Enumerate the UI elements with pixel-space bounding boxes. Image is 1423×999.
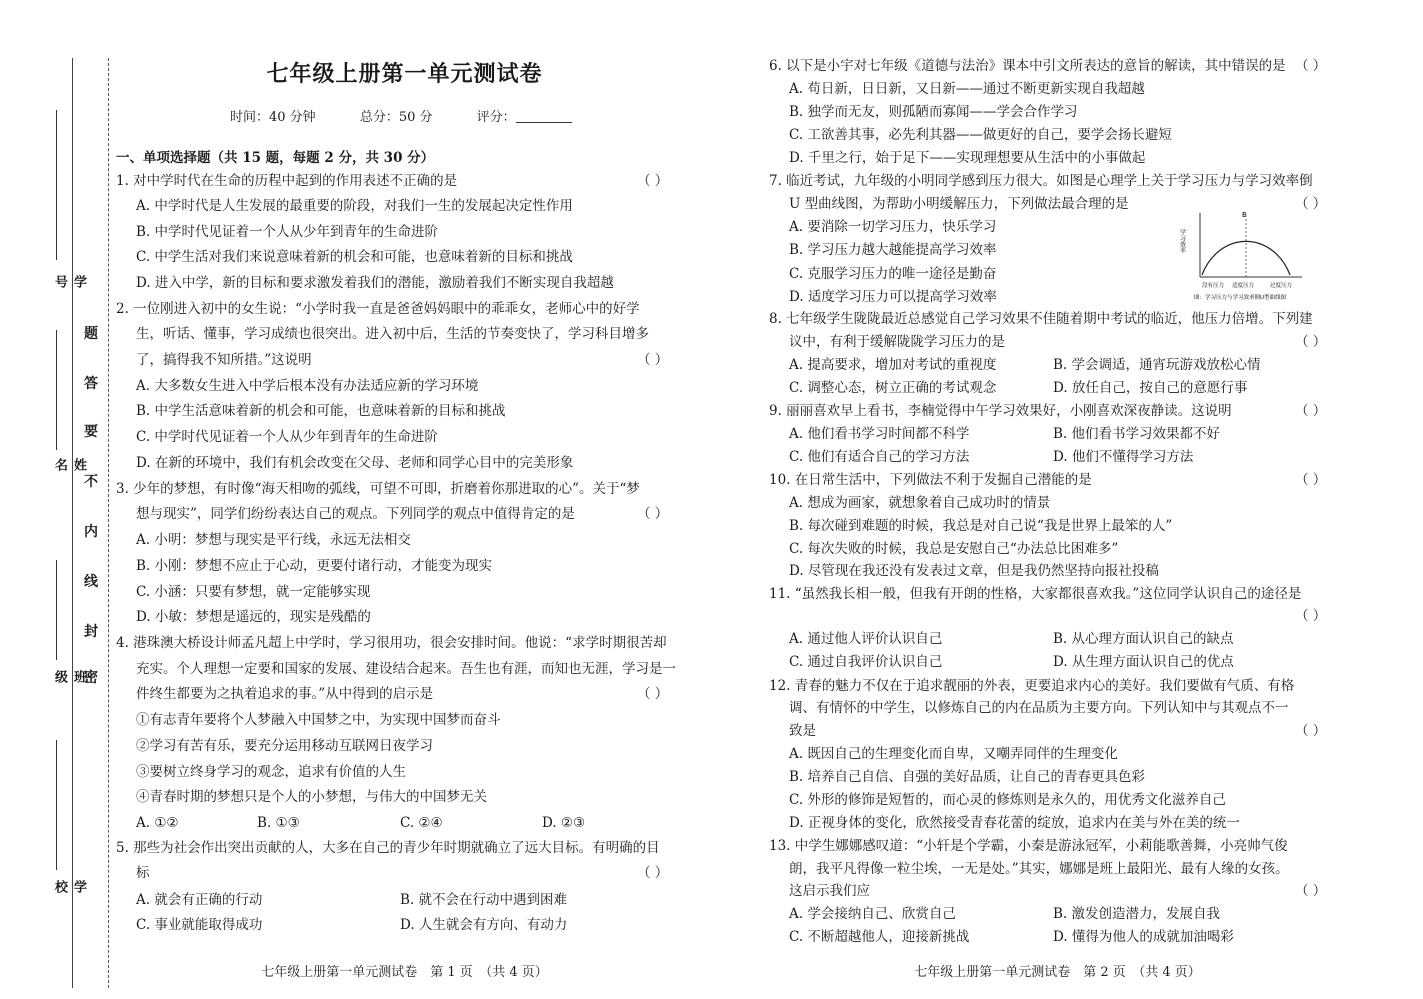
question-line: A. 想成为画家，就想象着自己成功时的情景: [789, 495, 1051, 511]
question-line: C. 每次失败的时候，我总是安慰自己“办法总比困难多”: [789, 541, 1119, 557]
option: D. 他们不懂得学习方法: [1053, 449, 1194, 465]
option: C. 他们有适合自己的学习方法: [789, 449, 970, 465]
question-line: 11. “虽然我长相一般，但我有开朗的性格，大家都很喜欢我。”这位同学认识自己的途径是: [769, 586, 1302, 602]
question-line: C. 克服学习压力的唯一途径是勤奋: [789, 266, 997, 282]
option: B. ①③: [257, 815, 300, 831]
question-line: C. 中学时代见证着一个人从少年到青年的生命进阶: [136, 429, 438, 445]
question-line: 生，听话、懂事，学习成绩也很突出。进入初中后，生活的节奏变快了，学习科目增多: [136, 326, 649, 342]
option: D. 从生理方面认识自己的优点: [1053, 654, 1234, 670]
question-line: U 型曲线图，为帮助小明缓解压力，下列做法最合理的是: [789, 196, 1129, 212]
option: C. 调整心态，树立正确的考试观念: [789, 380, 997, 396]
peak-label: B: [1242, 211, 1247, 219]
option: B. 激发创造潜力，发展自我: [1053, 906, 1221, 922]
question-line: B. 每次碰到难题的时候，我总是对自己说“我是世界上最笨的人”: [789, 518, 1173, 534]
stress-efficiency-chart: [1172, 207, 1307, 307]
option: A. 通过他人评价认识自己: [789, 631, 943, 647]
option: B. 从心理方面认识自己的缺点: [1053, 631, 1234, 647]
question-line: 想与现实”，同学们纷纷表达自己的观点。下列同学的观点中值得肯定的是: [136, 506, 575, 522]
x-tick-label: 没有压力: [1202, 283, 1225, 289]
question-line: 朗，我平凡得像一粒尘埃，一无是处。”其实，娜娜是班上最阳光、最有人缘的女孩。: [789, 861, 1289, 877]
question-line: ②学习有苦有乐，要充分运用移动互联网日夜学习: [136, 738, 433, 754]
question-line: B. 中学时代见证着一个人从少年到青年的生命进阶: [136, 224, 439, 240]
question-line: D. 小敏：梦想是遥远的，现实是残酷的: [136, 609, 371, 625]
option: D. ②③: [542, 815, 586, 831]
question-line: ③要树立终身学习的观念，追求有价值的人生: [136, 764, 406, 780]
question-line: ④青春时期的梦想只是个人的小梦想，与伟大的中国梦无关: [136, 789, 487, 805]
question-line: 10. 在日常生活中，下列做法不利于发掘自己潜能的是: [769, 472, 1092, 488]
seal-warning-char: 不: [84, 474, 98, 490]
question-line: 件终生都要为之执着追求的事。”从中得到的启示是: [136, 686, 434, 702]
question-line: A. 大多数女生进入中学后根本没有办法适应新的学习环境: [136, 378, 479, 394]
question-line: ①有志青年要将个人梦融入中国梦之中，为实现中国梦而奋斗: [136, 712, 501, 728]
question-line: 标: [136, 865, 150, 881]
question-line: C. 工欲善其事，必先利其器——做更好的自己，要学会扬长避短: [789, 127, 1172, 143]
question-line: A. 既因自己的生理变化而自卑，又嘲弄同伴的生理变化: [789, 746, 1118, 762]
question-line: 5. 那些为社会作出突出贡献的人，大多在自己的青少年时期就确立了远大目标。有明确的目: [116, 840, 660, 856]
option: B. 就不会在行动中遇到困难: [400, 892, 568, 908]
question-line: D. 在新的环境中，我们有机会改变在父母、老师和同学心目中的完美形象: [136, 455, 574, 471]
question-line: B. 小刚：梦想不应止于心动，更要付诸行动，才能变为现实: [136, 558, 493, 574]
section-heading: 一、单项选择题（共 15 题，每题 2 分，共 30 分）: [116, 150, 435, 166]
exam-title: 七年级上册第一单元测试卷: [266, 62, 543, 87]
answer-blank[interactable]: （ ）: [637, 506, 669, 522]
inverted-u-curve: [1202, 241, 1290, 275]
page-footer: 七年级上册第一单元测试卷 第 2 页 （共 4 页）: [914, 965, 1201, 980]
y-axis-label: 学习效率: [1178, 229, 1186, 253]
question-line: D. 正视身体的变化，欣然接受青春花蕾的绽放，追求内在美与外在美的统一: [789, 815, 1240, 831]
option: A. 提高要求，增加对考试的重视度: [789, 357, 997, 373]
question-line: C. 中学生活对我们来说意味着新的机会和可能，也意味着新的目标和挑战: [136, 249, 573, 265]
question-line: 6. 以下是小宇对七年级《道德与法治》课本中引文所表达的意旨的解读，其中错误的是: [769, 58, 1286, 74]
time-limit: 时间：40 分钟: [230, 110, 316, 125]
seal-warning-char: 密: [84, 670, 98, 686]
question-line: A. 中学时代是人生发展的最重要的阶段，对我们一生的发展起决定性作用: [136, 198, 573, 214]
answer-blank[interactable]: （ ）: [1295, 403, 1327, 419]
question-line: C. 外形的修饰是短暂的，而心灵的修炼则是永久的，用优秀文化滋养自己: [789, 792, 1226, 808]
option: D. 懂得为他人的成就加油喝彩: [1053, 929, 1234, 945]
question-line: 议中，有利于缓解陇陇学习压力的是: [789, 334, 1005, 350]
question-line: 致是: [789, 723, 816, 739]
binding-line: [72, 58, 73, 988]
option: C. ②④: [400, 815, 443, 831]
option: A. ①②: [136, 815, 179, 831]
answer-blank[interactable]: （ ）: [1295, 472, 1327, 488]
question-line: 1. 对中学时代在生命的历程中起到的作用表述不正确的是: [116, 173, 458, 189]
question-line: 这启示我们应: [789, 883, 870, 899]
question-line: 3. 少年的梦想，有时像“海天相吻的弧线，可望不可即，折磨着你那进取的心”。关于“梦: [116, 481, 640, 497]
x-tick-label: 适度压力: [1232, 283, 1255, 289]
x-tick-label: 过度压力: [1270, 283, 1293, 289]
option: A. 就会有正确的行动: [136, 892, 263, 908]
answer-blank[interactable]: （ ）: [637, 352, 669, 368]
answer-blank[interactable]: （ ）: [637, 865, 669, 881]
answer-blank[interactable]: （ ）: [1295, 883, 1327, 899]
total-score: 总分：50 分: [359, 110, 433, 125]
chart-caption: 图：学习压力与学习效率倒U型曲线图: [1194, 295, 1287, 301]
question-line: 13. 中学生娜娜感叹道：“小轩是个学霸，小秦是游泳冠军，小莉能歌善舞，小亮帅气俊: [769, 838, 1288, 854]
answer-blank[interactable]: （ ）: [637, 173, 669, 189]
option: D. 人生就会有方向、有动力: [400, 917, 568, 933]
question-line: 充实。个人理想一定要和国家的发展、建设结合起来。吾生也有涯，而知也无涯，学习是一: [136, 661, 676, 677]
question-line: B. 学习压力越大越能提高学习效率: [789, 242, 997, 258]
question-line: 8. 七年级学生陇陇最近总感觉自己学习效果不佳随着期中考试的临近，他压力倍增。下列建: [769, 311, 1313, 327]
option: A. 他们看书学习时间都不科学: [789, 426, 970, 442]
question-line: 4. 港珠澳大桥设计师孟凡超上中学时，学习很用功，很会安排时间。他说：“求学时期很苦却: [116, 635, 667, 651]
answer-blank[interactable]: （ ）: [1295, 334, 1327, 350]
question-line: A. 苟日新，日日新，又日新——通过不断更新实现自我超越: [789, 81, 1145, 97]
answer-blank[interactable]: （ ）: [1295, 196, 1327, 212]
option: B. 学会调适，通宵玩游戏放松心情: [1053, 357, 1261, 373]
seal-warning-char: 封: [84, 624, 98, 640]
option: C. 不断超越他人，迎接新挑战: [789, 929, 970, 945]
question-line: B. 培养自己自信、自强的美好品质，让自己的青春更具色彩: [789, 769, 1146, 785]
exam-meta: [230, 106, 652, 125]
question-line: D. 进入中学，新的目标和要求激发着我们的潜能，激励着我们不断实现自我超越: [136, 275, 614, 291]
seal-warning-char: 题: [84, 326, 98, 342]
grade-blank[interactable]: [516, 122, 572, 123]
question-line: 2. 一位刚进入初中的女生说：“小学时我一直是爸爸妈妈眼中的乖乖女，老师心中的好学: [116, 301, 640, 317]
answer-blank[interactable]: （ ）: [1295, 58, 1327, 74]
question-line: C. 小涵：只要有梦想，就一定能够实现: [136, 584, 371, 600]
question-line: 12. 青春的魅力不仅在于追求靓丽的外表，更要追求内心的美好。我们要做有气质、有格: [769, 678, 1295, 694]
option: C. 事业就能取得成功: [136, 917, 263, 933]
binding-margin: 学号 姓名 班级 学校 题 答 要 不 内 线 封 密: [0, 0, 110, 999]
option: D. 放任自己，按自己的意愿行事: [1053, 380, 1248, 396]
option: B. 他们看书学习效果都不好: [1053, 426, 1221, 442]
question-line: 7. 临近考试，九年级的小明同学感到压力很大。如图是心理学上关于学习压力与学习效率倒: [769, 173, 1313, 189]
question-line: D. 千里之行，始于足下——实现理想要从生活中的小事做起: [789, 150, 1146, 166]
question-line: D. 适度学习压力可以提高学习效率: [789, 289, 997, 305]
question-line: A. 小明：梦想与现实是平行线，永远无法相交: [136, 532, 411, 548]
seal-warning-char: 答: [84, 376, 98, 392]
seal-warning-char: 线: [84, 574, 98, 590]
answer-blank[interactable]: （ ）: [1295, 608, 1327, 624]
page-footer: 七年级上册第一单元测试卷 第 1 页 （共 4 页）: [261, 965, 548, 980]
answer-blank[interactable]: （ ）: [1295, 723, 1327, 739]
question-line: B. 中学生活意味着新的机会和可能，也意味着新的目标和挑战: [136, 403, 506, 419]
seal-line: [108, 58, 109, 988]
seal-warning-char: 内: [84, 524, 98, 540]
question-line: D. 尽管现在我还没有发表过文章，但是我仍然坚持向报社投稿: [789, 563, 1159, 579]
question-line: 9. 丽丽喜欢早上看书，李楠觉得中午学习效果好，小刚喜欢深夜静读。这说明: [769, 403, 1232, 419]
question-line: B. 独学而无友，则孤陋而寡闻——学会合作学习: [789, 104, 1078, 120]
option: C. 通过自我评价认识自己: [789, 654, 943, 670]
question-line: 调、有情怀的中学生，以修炼自己的内在品质为主要方向。下列认知中与其观点不一: [789, 700, 1289, 716]
answer-blank[interactable]: （ ）: [637, 686, 669, 702]
option: A. 学会接纳自己、欣赏自己: [789, 906, 956, 922]
grade-label: 评分：: [477, 110, 612, 125]
question-line: A. 要消除一切学习压力，快乐学习: [789, 219, 997, 235]
question-line: 了，搞得我不知所措。”这说明: [136, 352, 312, 368]
seal-warning-char: 要: [84, 424, 98, 440]
